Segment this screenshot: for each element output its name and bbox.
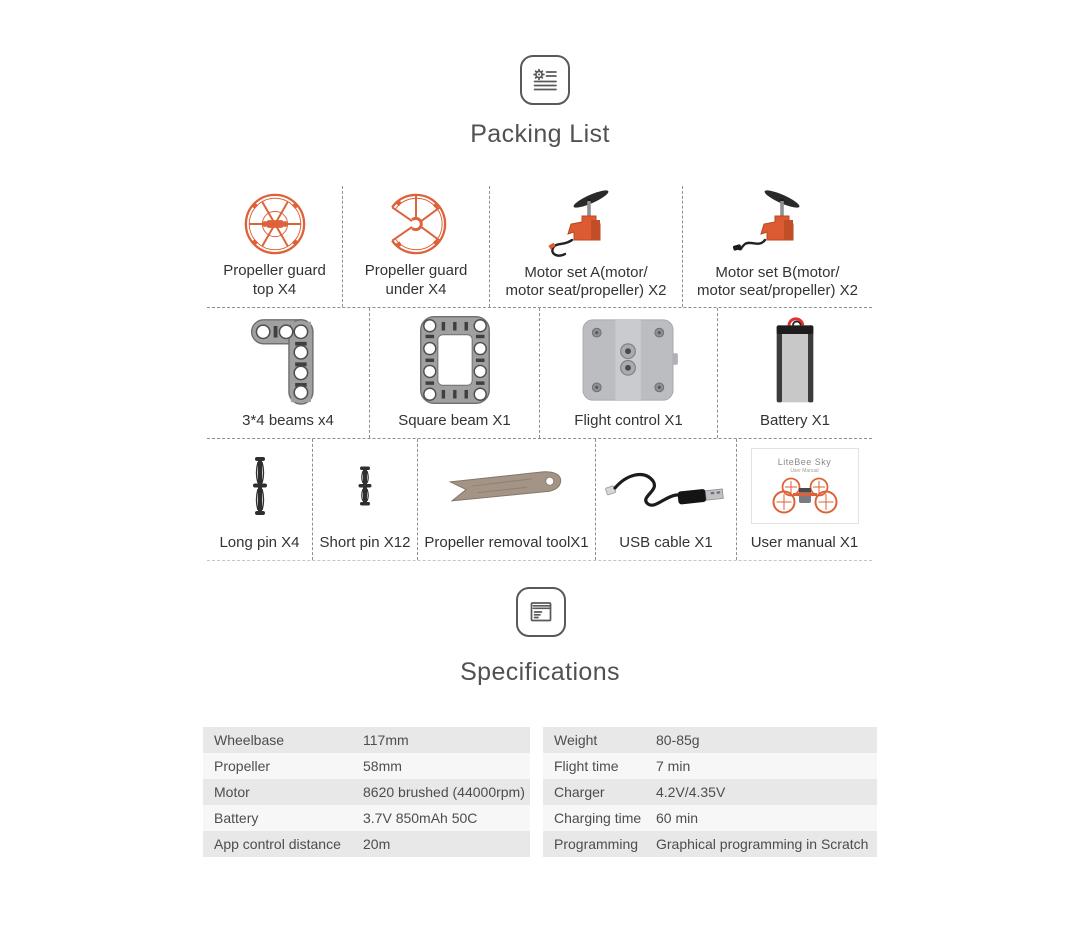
square-beam-icon bbox=[370, 308, 539, 412]
spec-value: 60 min bbox=[656, 810, 699, 826]
specifications-title: Specifications bbox=[460, 658, 620, 686]
packing-row-1 bbox=[207, 186, 872, 308]
packing-item-propeller-guard-under bbox=[343, 186, 490, 307]
packing-item-usb-cable bbox=[596, 439, 737, 560]
spec-label: Battery bbox=[214, 810, 259, 826]
spec-value: 80-85g bbox=[656, 732, 700, 748]
spec-value: 20m bbox=[363, 836, 391, 852]
flight-control-icon bbox=[540, 308, 717, 412]
user-manual-icon bbox=[737, 439, 872, 534]
spec-value: 7 min bbox=[656, 758, 691, 774]
propeller-guard-top-icon bbox=[207, 186, 342, 262]
spec-row-motor bbox=[203, 779, 530, 805]
packing-item-label: Short pin X12 bbox=[319, 533, 411, 551]
packing-item-label: Motor set A(motor/ motor seat/propeller) X2 bbox=[505, 264, 667, 300]
spec-value: 4.2V/4.35V bbox=[656, 784, 726, 800]
packing-item-label: Flight control X1 bbox=[574, 411, 683, 429]
spec-row-wheelbase bbox=[203, 727, 530, 753]
packing-grid bbox=[207, 186, 872, 561]
removal-tool-icon bbox=[418, 439, 595, 534]
packing-item-battery bbox=[718, 308, 872, 438]
packing-item-long-pin bbox=[207, 439, 313, 560]
long-pin-icon bbox=[207, 439, 312, 534]
propeller-guard-under-icon bbox=[343, 186, 489, 262]
packing-item-label: Battery X1 bbox=[759, 411, 831, 429]
spec-row-app-control-distance bbox=[203, 831, 530, 857]
packing-item-label: Propeller removal toolX1 bbox=[424, 533, 589, 551]
manual-drone-graphic bbox=[766, 474, 844, 516]
gear-list-icon bbox=[520, 55, 570, 105]
manual-card-subtitle: User Manual bbox=[790, 467, 819, 474]
spec-row-programming bbox=[543, 831, 877, 857]
packing-item-beams bbox=[207, 308, 370, 438]
packing-item-square-beam bbox=[370, 308, 540, 438]
spec-value: 117mm bbox=[363, 732, 409, 748]
packing-item-label: Propeller guard top X4 bbox=[223, 262, 326, 298]
book-icon bbox=[516, 587, 566, 637]
motor-set-a-icon bbox=[490, 186, 682, 264]
spec-label: Weight bbox=[554, 732, 598, 748]
spec-label: Flight time bbox=[554, 758, 619, 774]
spec-label: Charger bbox=[554, 784, 605, 800]
spec-table-left bbox=[203, 727, 530, 857]
short-pin-icon bbox=[313, 439, 417, 534]
packing-item-flight-control bbox=[540, 308, 718, 438]
spec-label: Motor bbox=[214, 784, 250, 800]
spec-value: 8620 brushed (44000rpm) bbox=[363, 784, 525, 800]
spec-value: 3.7V 850mAh 50C bbox=[363, 810, 478, 826]
usb-cable-icon bbox=[596, 439, 736, 534]
packing-item-removal-tool bbox=[418, 439, 596, 560]
spec-row-weight bbox=[543, 727, 877, 753]
spec-row-battery bbox=[203, 805, 530, 831]
packing-list-title: Packing List bbox=[470, 120, 610, 148]
packing-item-motor-set-a bbox=[490, 186, 683, 307]
spec-row-charging-time bbox=[543, 805, 877, 831]
spec-label: Charging time bbox=[554, 810, 642, 826]
spec-row-flight-time bbox=[543, 753, 877, 779]
spec-value: 58mm bbox=[363, 758, 402, 774]
packing-row-3 bbox=[207, 439, 872, 561]
packing-item-user-manual bbox=[737, 439, 872, 560]
packing-item-propeller-guard-top bbox=[207, 186, 343, 307]
spec-label: App control distance bbox=[214, 836, 341, 852]
spec-table-right bbox=[543, 727, 877, 857]
spec-value: Graphical programming in Scratch bbox=[656, 836, 869, 852]
spec-label: Programming bbox=[554, 836, 639, 852]
spec-row-charger bbox=[543, 779, 877, 805]
manual-card-title: LiteBee Sky bbox=[777, 456, 832, 467]
packing-item-label: Square beam X1 bbox=[398, 411, 511, 429]
packing-item-label: Propeller guard under X4 bbox=[364, 262, 468, 298]
packing-item-label: USB cable X1 bbox=[619, 533, 713, 551]
battery-icon bbox=[718, 308, 872, 412]
packing-item-motor-set-b bbox=[683, 186, 872, 307]
l-beam-icon bbox=[207, 308, 369, 412]
manual-card bbox=[751, 448, 859, 524]
packing-item-label: Long pin X4 bbox=[219, 533, 300, 551]
spec-label: Wheelbase bbox=[214, 732, 285, 748]
motor-set-b-icon bbox=[683, 186, 872, 264]
packing-item-short-pin bbox=[313, 439, 418, 560]
spec-label: Propeller bbox=[214, 758, 271, 774]
packing-item-label: Motor set B(motor/ motor seat/propeller) X2 bbox=[697, 264, 858, 300]
spec-row-propeller bbox=[203, 753, 530, 779]
packing-row-2 bbox=[207, 308, 872, 439]
packing-item-label: User manual X1 bbox=[750, 533, 859, 551]
packing-item-label: 3*4 beams x4 bbox=[242, 411, 334, 429]
